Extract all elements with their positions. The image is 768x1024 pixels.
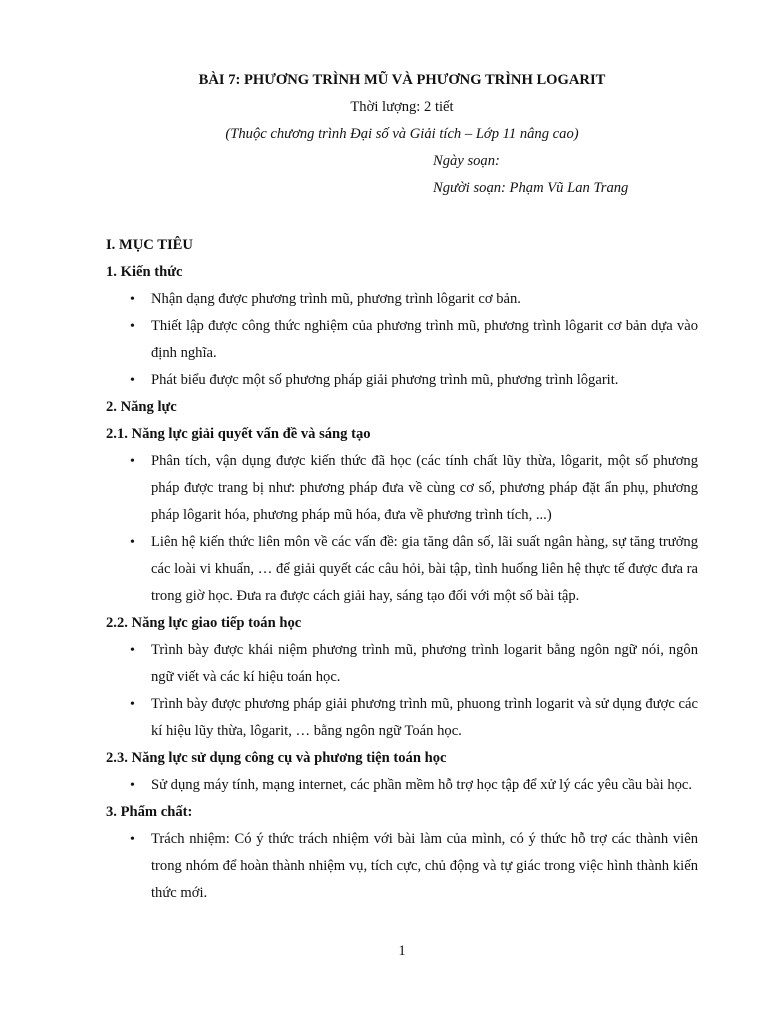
list-item: • Trình bày được khái niệm phương trình mũ, phương trình logarit bằng ngôn ngữ nói, ngôn ngữ viết và các kí hiệu toán học. bbox=[106, 637, 698, 691]
communication-list bbox=[106, 637, 698, 745]
section-heading-communication: 2.2. Năng lực giao tiếp toán học bbox=[106, 615, 302, 631]
knowledge-list bbox=[106, 286, 698, 394]
list-item: • Nhận dạng được phương trình mũ, phương trình lôgarit cơ bản. bbox=[106, 286, 698, 313]
list-item: • Sử dụng máy tính, mạng internet, các phần mềm hỗ trợ học tập để xử lý các yêu cầu bài học. bbox=[106, 772, 698, 799]
list-item: • Trách nhiệm: Có ý thức trách nhiệm với bài làm của mình, có ý thức hỗ trợ các thành viên trong nhóm để hoàn thành nhiệm vụ, tích cực, chủ động và tự giác trong việc hình thành kiến thức mới. bbox=[106, 826, 698, 907]
author-line: Người soạn: Phạm Vũ Lan Trang bbox=[433, 180, 629, 196]
preparation-date: Ngày soạn: bbox=[433, 153, 500, 169]
document-body bbox=[106, 232, 698, 907]
lesson-subtitle: (Thuộc chương trình Đại số và Giải tích – Lớp 11 nâng cao) bbox=[225, 126, 579, 142]
list-item: • Thiết lập được công thức nghiệm của phương trình mũ, phương trình lôgarit cơ bản dựa vào định nghĩa. bbox=[106, 313, 698, 367]
section-heading-knowledge: 1. Kiến thức bbox=[106, 264, 183, 280]
page-number: 1 bbox=[398, 943, 406, 959]
qualities-list bbox=[106, 826, 698, 907]
section-heading-objectives: I. MỤC TIÊU bbox=[106, 237, 193, 253]
section-heading-problem-solving: 2.1. Năng lực giải quyết vấn đề và sáng tạo bbox=[106, 426, 371, 442]
list-item: • Phát biểu được một số phương pháp giải phương trình mũ, phương trình lôgarit. bbox=[106, 367, 698, 394]
list-item: • Liên hệ kiến thức liên môn về các vấn đề: gia tăng dân số, lãi suất ngân hàng, sự tăng trưởng các loài vi khuẩn, … để giải quyết các câu hỏi, bài tập, tình huống liên hệ thực tế được đưa ra trong giờ học. Đưa ra được cách giải hay, sáng tạo đối với một số bài tập. bbox=[106, 529, 698, 610]
section-heading-tools: 2.3. Năng lực sử dụng công cụ và phương tiện toán học bbox=[106, 750, 447, 766]
list-item: • Trình bày được phương pháp giải phương trình mũ, phuong trình logarit và sử dụng được các kí hiệu lũy thừa, lôgarit, … bằng ngôn ngữ Toán học. bbox=[106, 691, 698, 745]
list-item: • Phân tích, vận dụng được kiến thức đã học (các tính chất lũy thừa, lôgarit, một số phương pháp được trang bị như: phương pháp đưa về cùng cơ số, phương pháp đặt ẩn phụ, phương pháp lôgarit hóa, phương pháp mũ hóa, đưa về phương trình tích, ...) bbox=[106, 448, 698, 529]
lesson-title: BÀI 7: PHƯƠNG TRÌNH MŨ VÀ PHƯƠNG TRÌNH LOGARIT bbox=[198, 72, 606, 88]
tools-list bbox=[106, 772, 698, 799]
section-heading-competency: 2. Năng lực bbox=[106, 399, 177, 415]
problem-solving-list bbox=[106, 448, 698, 610]
lesson-duration: Thời lượng: 2 tiết bbox=[350, 99, 454, 115]
section-heading-qualities: 3. Phẩm chất: bbox=[106, 804, 193, 820]
